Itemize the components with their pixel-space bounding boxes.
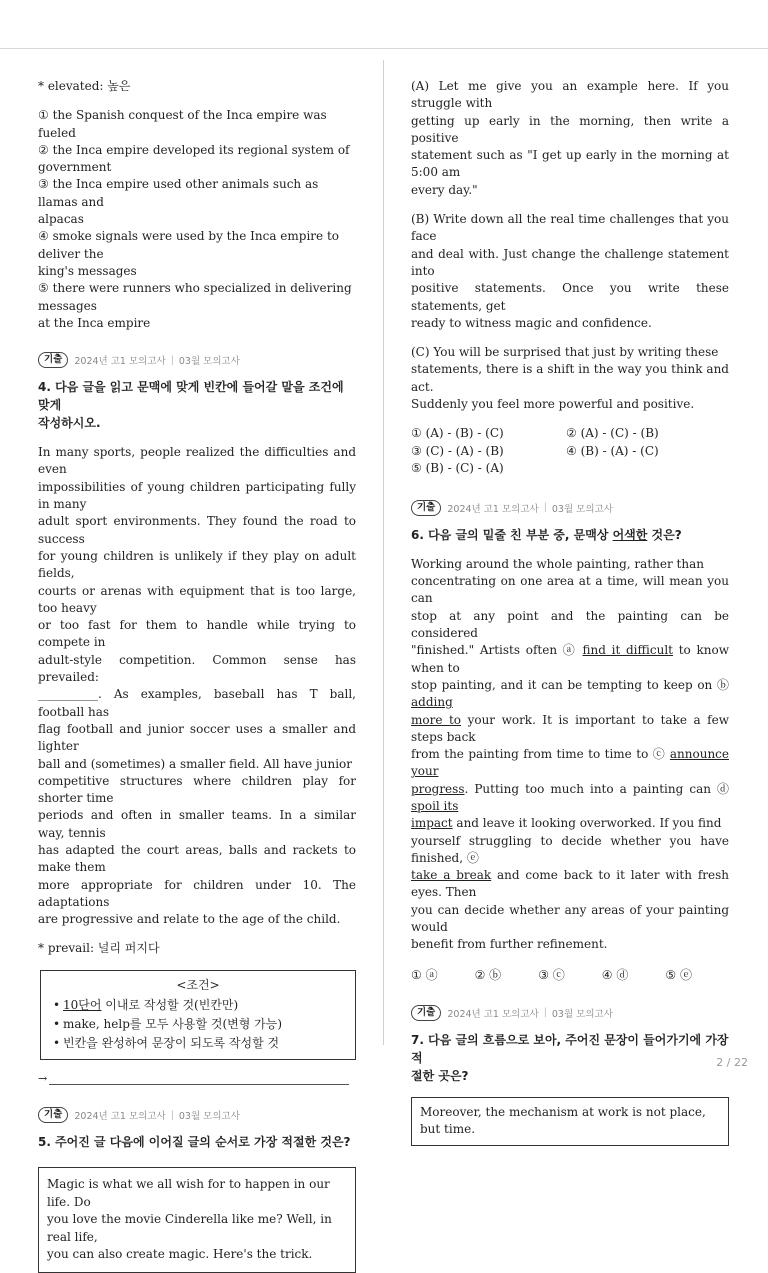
q5-given-line: Magic is what we all wish for to happen in our life. Do xyxy=(47,1177,330,1209)
answer-blank[interactable] xyxy=(49,1074,349,1085)
q4-tag-badge: 기출 xyxy=(38,352,68,368)
q4-passage-line: __________. As examples, baseball has T ball, football has xyxy=(38,687,356,719)
q3-choice-4-cont[interactable]: ⑤ there were runners who specialized in delivering messages xyxy=(38,281,352,313)
paragraph-line: (A) Let me give you an example here. If you struggle with xyxy=(411,79,729,111)
q6-underline-b: adding xyxy=(411,695,453,710)
q7-given-box xyxy=(411,1097,729,1146)
q6-passage xyxy=(411,556,729,954)
q4-passage xyxy=(38,444,356,928)
q5-source-row xyxy=(38,1107,356,1123)
q3-choice-4[interactable]: king's messages xyxy=(38,263,137,278)
column-divider xyxy=(383,60,384,1045)
q4-passage-line: ball and (sometimes) a smaller field. All have junior xyxy=(38,756,352,771)
q6-source-year: 2024년 고1 모의고사 xyxy=(447,503,539,515)
condition-item xyxy=(63,996,347,1015)
q6-text: and come back to it later with fresh eyes. Then xyxy=(411,868,729,900)
q6-text: your work. It is important to take a few steps back xyxy=(411,712,729,744)
footnote-elevated: * elevated: 높은 xyxy=(38,79,131,93)
q6-choice-5[interactable]: ⑤ ⓔ xyxy=(665,967,692,982)
source-separator: | xyxy=(170,354,174,366)
q4-passage-line: for young children is unlikely if they play on adult fields, xyxy=(38,548,356,581)
paragraph-line: every day." xyxy=(411,182,478,197)
q6-choice-2[interactable]: ② ⓑ xyxy=(474,967,502,982)
q4-title xyxy=(38,378,356,432)
q6-choice-1[interactable]: ① ⓐ xyxy=(411,967,438,982)
q7-source-row xyxy=(411,1005,729,1021)
q4-title-line1: 4. 다음 글을 읽고 문맥에 맞게 빈칸에 들어갈 말을 조건에 맞게 xyxy=(38,380,344,413)
q7-title-line1: 7. 다음 글의 흐름으로 보아, 주어진 문장이 들어가기에 가장 적 xyxy=(411,1032,729,1065)
q5-choice-3[interactable]: ③ (C) - (A) - (B) xyxy=(411,443,504,458)
q6-text: . Putting too much into a painting can ⓓ xyxy=(464,781,729,796)
q4-passage-line: flag football and junior soccer uses a smaller and lighter xyxy=(38,721,356,754)
source-separator: | xyxy=(543,502,547,514)
q3-choices xyxy=(38,107,356,332)
q6-underline-d: impact xyxy=(411,816,453,831)
q6-underline-e: take a break xyxy=(411,868,492,883)
q6-title-underlined: 어색한 xyxy=(612,527,648,542)
q4-passage-line: are progressive and relate to the age of the child. xyxy=(38,912,341,927)
q6-text: stop painting, and it can be tempting to keep on ⓑ xyxy=(411,677,729,692)
q6-passage-line: you can decide whether any areas of your painting would xyxy=(411,902,729,935)
q4-title-line2: 작성하시오. xyxy=(38,416,101,431)
q6-text: and leave it looking overworked. If you find xyxy=(452,816,722,831)
paragraph-line: statements, there is a shift in the way you think and act. xyxy=(411,362,729,394)
q5-given-line: you can also create magic. Here's the trick. xyxy=(47,1247,313,1262)
paragraph-line: positive statements. Once you write these statements, get xyxy=(411,281,729,313)
conditions-list xyxy=(49,996,347,1053)
q4-passage-line: adult sport environments. They found the road to success xyxy=(38,514,356,546)
q6-title-text: 6. 다음 글의 밑줄 친 부분 중, 문맥상 xyxy=(411,527,613,542)
q5-given-box xyxy=(38,1167,356,1273)
q7-source-year: 2024년 고1 모의고사 xyxy=(447,1008,539,1020)
q5-choice-4[interactable]: ④ (B) - (A) - (C) xyxy=(566,443,659,458)
paragraph-line: ready to witness magic and confidence. xyxy=(411,315,652,330)
q6-underline-a: find it difficult xyxy=(582,643,673,658)
left-column xyxy=(38,78,356,1273)
condition-item: • 빈칸을 완성하여 문장이 되도록 작성할 것 xyxy=(63,1034,347,1053)
q3-choice-2-cont[interactable]: ③ the Inca empire used other animals such as llamas and xyxy=(38,177,319,209)
q6-underline-c: progress xyxy=(411,781,465,796)
q6-passage-line: yourself struggling to decide whether you have finished, ⓔ xyxy=(411,833,729,865)
q6-source-month: 03월 모의고사 xyxy=(551,503,613,515)
q6-passage-line: concentrating on one area at a time, will mean you can xyxy=(411,574,729,606)
q6-text: to know when to xyxy=(411,643,730,675)
q4-passage-line: more appropriate for children under 10. The adaptations xyxy=(38,877,356,909)
answer-line[interactable] xyxy=(38,1072,356,1085)
q4-source-year: 2024년 고1 모의고사 xyxy=(74,356,166,368)
q7-source-month: 03월 모의고사 xyxy=(551,1008,613,1020)
q5-choice-5[interactable]: ⑤ (B) - (C) - (A) xyxy=(411,461,504,476)
q6-passage-line: benefit from further refinement. xyxy=(411,937,608,952)
q6-passage-line xyxy=(411,642,729,677)
q7-tag-badge: 기출 xyxy=(411,1005,441,1021)
condition-item: • make, help를 모두 사용할 것(변형 가능) xyxy=(63,1015,347,1034)
q5-paragraph-b xyxy=(411,211,729,332)
paragraph-line: getting up early in the morning, then write a positive xyxy=(411,113,729,145)
q4-passage-line: periods and often in smaller teams. In a similar way, tennis xyxy=(38,808,356,840)
q4-passage-line: In many sports, people realized the difficulties and even xyxy=(38,445,356,477)
q5-tag-badge: 기출 xyxy=(38,1107,68,1123)
q6-passage-line xyxy=(411,677,729,712)
q6-choice-4[interactable]: ④ ⓓ xyxy=(601,967,629,982)
q4-source-row xyxy=(38,352,356,368)
conditions-box xyxy=(40,970,356,1061)
q5-paragraph-c xyxy=(411,344,729,413)
q6-passage-line: Working around the whole painting, rather than xyxy=(411,556,704,571)
footnote-prevail: * prevail: 널리 퍼지다 xyxy=(38,941,160,956)
paragraph-line: (B) Write down all the real time challenges that you face xyxy=(411,212,729,244)
q6-title-text: 것은? xyxy=(647,527,682,542)
q6-underline-b: more to xyxy=(411,712,462,727)
q5-source-year: 2024년 고1 모의고사 xyxy=(74,1111,166,1123)
arrow-icon: → xyxy=(38,1072,48,1086)
q4-passage-line: has adapted the court areas, balls and rackets to make them xyxy=(38,842,356,875)
paragraph-line: statement such as "I get up early in the morning at 5:00 am xyxy=(411,148,729,180)
q6-source-row xyxy=(411,500,729,516)
q5-choices xyxy=(411,425,729,478)
q6-passage-line xyxy=(411,746,729,781)
q3-choice-3[interactable]: alpacas xyxy=(38,212,84,227)
q6-passage-line xyxy=(411,781,729,816)
paragraph-line: and deal with. Just change the challenge statement into xyxy=(411,246,729,278)
q4-passage-line: impossibilities of young children participating fully in many xyxy=(38,479,356,512)
q7-title xyxy=(411,1031,729,1085)
q4-passage-line: courts or arenas with equipment that is too large, too heavy xyxy=(38,583,356,615)
q4-source-month: 03월 모의고사 xyxy=(178,356,240,368)
condition-text: 이내로 작성할 것(빈칸만) xyxy=(101,998,239,1013)
q5-title: 5. 주어진 글 다음에 이어질 글의 순서로 가장 적절한 것은? xyxy=(38,1135,351,1150)
q6-passage-line xyxy=(411,815,729,832)
q5-paragraph-a xyxy=(411,78,729,199)
q5-source-month: 03월 모의고사 xyxy=(178,1111,240,1123)
condition-word-limit: 10단어 xyxy=(63,998,102,1013)
q6-choices xyxy=(411,966,729,983)
q6-passage-line: stop at any point and the painting can be considered xyxy=(411,608,729,641)
q5-choice-2[interactable]: ② (A) - (C) - (B) xyxy=(566,426,659,441)
q4-passage-line: adult-style competition. Common sense has prevailed: xyxy=(38,652,356,685)
paragraph-line: (C) You will be surprised that just by writing these xyxy=(411,345,719,360)
q6-underline-d: spoil its xyxy=(411,799,459,813)
q6-passage-line xyxy=(411,867,729,902)
q7-given-sentence: Moreover, the mechanism at work is not place, but time. xyxy=(420,1104,706,1137)
q3-choice-2[interactable]: government xyxy=(38,160,112,175)
q3-choice-5[interactable]: at the Inca empire xyxy=(38,315,151,330)
q3-choice-1[interactable]: ① the Spanish conquest of the Inca empire was fueled xyxy=(38,108,327,140)
right-column xyxy=(411,78,729,1146)
q4-passage-line: or too fast for them to handle while trying to compete in xyxy=(38,618,356,650)
q4-passage-line: competitive structures where children play for shorter time xyxy=(38,773,356,806)
source-separator: | xyxy=(170,1109,174,1121)
top-divider xyxy=(0,48,768,49)
q6-title xyxy=(411,526,729,544)
q6-text: "finished." Artists often ⓐ xyxy=(411,643,583,658)
q6-passage-line xyxy=(411,712,729,747)
source-separator: | xyxy=(543,1007,547,1019)
q7-title-line2: 절한 곳은? xyxy=(411,1068,469,1083)
page-number: 2 / 22 xyxy=(716,1056,748,1069)
q6-text: from the painting from time to time to ⓒ xyxy=(411,747,670,762)
paragraph-line: Suddenly you feel more powerful and positive. xyxy=(411,397,695,412)
q5-choice-1[interactable]: ① (A) - (B) - (C) xyxy=(411,426,504,441)
q3-choice-3-cont[interactable]: ④ smoke signals were used by the Inca empire to deliver the xyxy=(38,229,340,261)
conditions-heading: <조건> xyxy=(176,977,220,992)
q5-given-line: you love the movie Cinderella like me? Well, in real life, xyxy=(47,1212,332,1244)
q3-choice-1-cont[interactable]: ② the Inca empire developed its regional system of xyxy=(38,142,350,157)
q6-tag-badge: 기출 xyxy=(411,500,441,516)
q6-choice-3[interactable]: ③ ⓒ xyxy=(538,967,565,982)
q6-underline-c: announce your xyxy=(411,747,729,779)
